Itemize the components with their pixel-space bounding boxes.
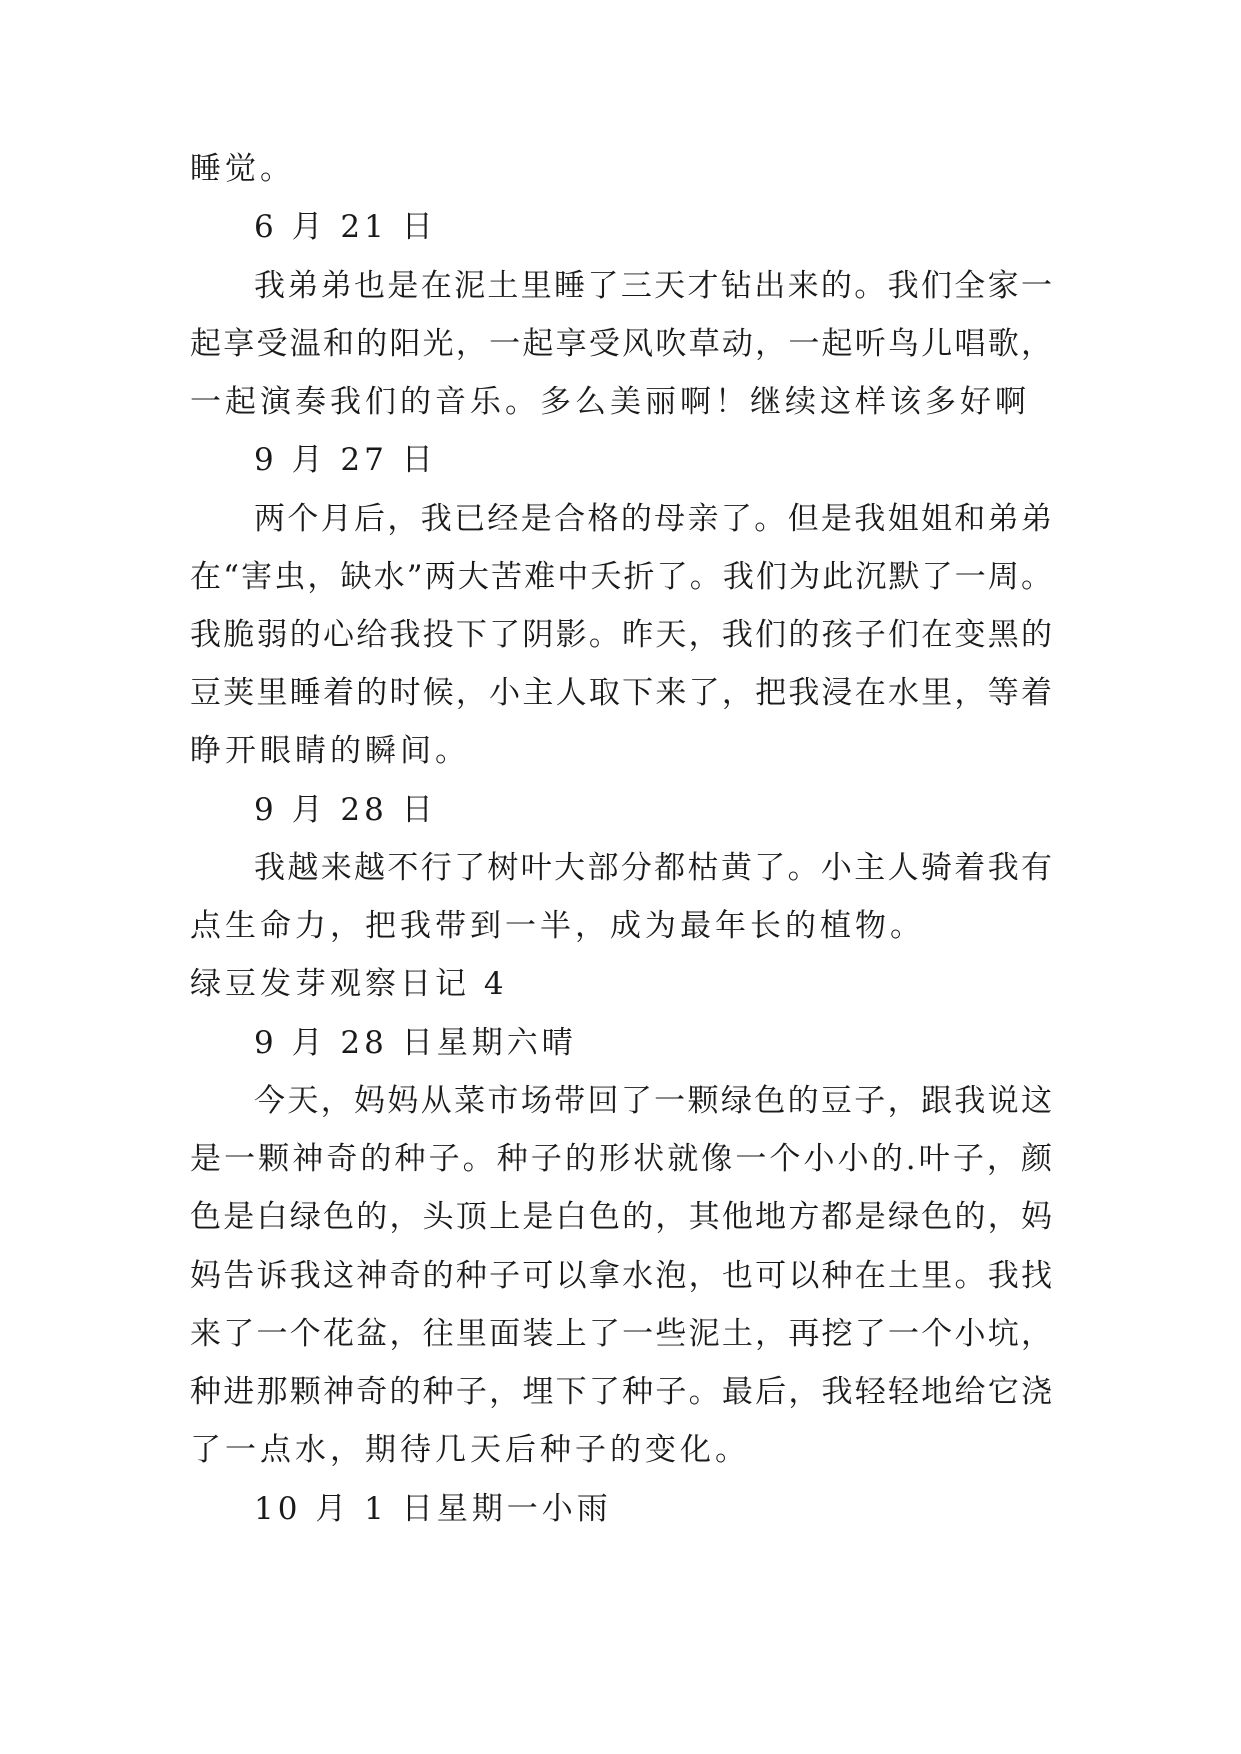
text-line: 我弟弟也是在泥土里睡了三天才钻出来的。我们全家一 — [254, 268, 1052, 304]
date-heading: 9 月 27 日 — [254, 442, 437, 478]
text-line: 起享受温和的阳光，一起享受风吹草动，一起听鸟儿唱歌， — [190, 326, 1052, 362]
text-line: 了一点水，期待几天后种子的变化。 — [190, 1432, 750, 1468]
text-line: 是一颗神奇的种子。种子的形状就像一个小小的.叶子，颜 — [190, 1141, 1052, 1177]
text-line: 色是白绿色的，头顶上是白色的，其他地方都是绿色的，妈 — [190, 1199, 1052, 1235]
text-line: 在“害虫，缺水”两大苦难中夭折了。我们为此沉默了一周。 — [190, 559, 1052, 595]
text-line: 豆荚里睡着的时候，小主人取下来了，把我浸在水里，等着 — [190, 675, 1052, 711]
text-line: 我脆弱的心给我投下了阴影。昨天，我们的孩子们在变黑的 — [190, 617, 1052, 653]
text-line: 我越来越不行了树叶大部分都枯黄了。小主人骑着我有 — [254, 850, 1052, 886]
text-line: 一起演奏我们的音乐。多么美丽啊！继续这样该多好啊 — [190, 384, 1030, 420]
text-line: 种进那颗神奇的种子，埋下了种子。最后，我轻轻地给它浇 — [190, 1374, 1052, 1410]
text-line: 点生命力，把我带到一半，成为最年长的植物。 — [190, 908, 925, 944]
text-line: 睁开眼睛的瞬间。 — [190, 733, 470, 769]
date-heading: 6 月 21 日 — [254, 209, 437, 245]
text-line: 两个月后，我已经是合格的母亲了。但是我姐姐和弟弟 — [254, 501, 1052, 537]
section-title: 绿豆发芽观察日记 4 — [190, 966, 508, 1002]
date-heading: 9 月 28 日 — [254, 792, 437, 828]
text-line: 来了一个花盆，往里面装上了一些泥土，再挖了一个小坑， — [190, 1316, 1052, 1352]
text-line: 睡觉。 — [190, 151, 295, 187]
date-heading: 9 月 28 日星期六晴 — [254, 1025, 577, 1061]
text-line: 妈告诉我这神奇的种子可以拿水泡，也可以种在土里。我找 — [190, 1258, 1052, 1294]
date-heading: 10 月 1 日星期一小雨 — [254, 1491, 612, 1527]
text-line: 今天，妈妈从菜市场带回了一颗绿色的豆子，跟我说这 — [254, 1083, 1052, 1119]
